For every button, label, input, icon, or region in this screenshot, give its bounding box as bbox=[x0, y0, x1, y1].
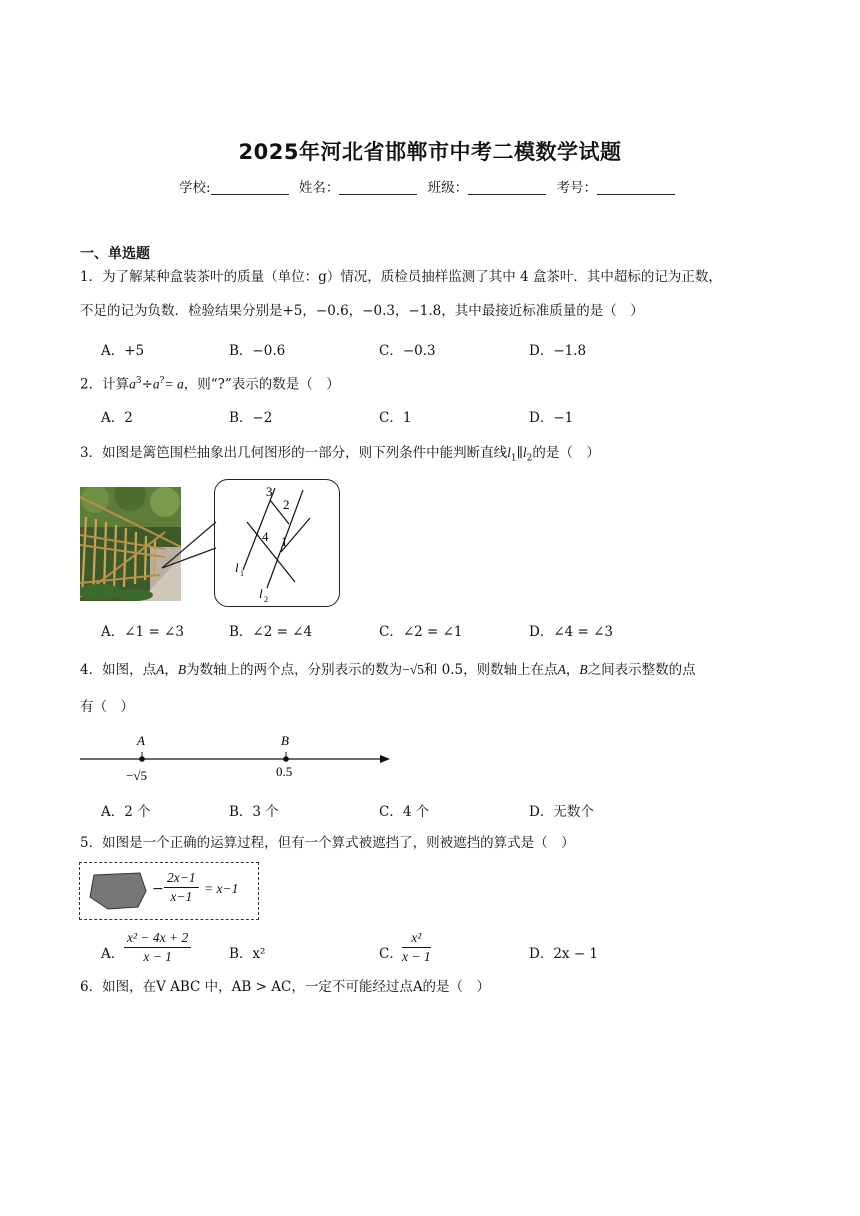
geometry-callout bbox=[214, 479, 340, 607]
q2-stem: 2．计算$a^3\div a^?= a$，则“?”表示的数是（ ） bbox=[80, 376, 340, 393]
line-label-l1-sub: 1 bbox=[240, 569, 244, 578]
box-fraction: $\frac{2x-1}{x-1}$ bbox=[164, 870, 199, 905]
parallel-lines-diagram bbox=[215, 480, 339, 606]
q2-option-b[interactable]: B．−2 bbox=[229, 410, 273, 426]
q4-line2: 有（ ） bbox=[80, 699, 134, 715]
name-blank[interactable] bbox=[339, 180, 417, 195]
arrow-right-icon bbox=[380, 755, 390, 763]
angle-label-3: 3 bbox=[266, 484, 273, 499]
q5-stem: 5．如图是一个正确的运算过程，但有一个算式被遮挡了，则被遮挡的算式是（ ） bbox=[80, 835, 575, 851]
line-label-l2-sub: 2 bbox=[264, 595, 268, 604]
occlusion-blob bbox=[88, 871, 148, 911]
name-label: 姓名： bbox=[298, 180, 340, 196]
q3-option-a[interactable]: A．∠1 = ∠3 bbox=[101, 624, 184, 640]
q5-option-a[interactable]: A． bbox=[101, 946, 125, 962]
student-info-line bbox=[0, 176, 860, 196]
q6-stem: 6．如图，在V ABC 中，AB > AC，一定不可能经过点A的是（ ） bbox=[80, 979, 491, 995]
angle-label-4: 4 bbox=[262, 529, 269, 544]
number-label: 考号： bbox=[556, 180, 597, 196]
point-a-label: A bbox=[137, 733, 145, 748]
class-blank[interactable] bbox=[468, 180, 546, 195]
box-minus-sign: − bbox=[152, 881, 164, 897]
school-blank[interactable] bbox=[211, 180, 289, 195]
q1-option-d[interactable]: D．−1.8 bbox=[529, 343, 587, 359]
q1-option-c[interactable]: C．−0.3 bbox=[379, 343, 436, 359]
section-heading: 一、单选题 bbox=[80, 246, 150, 262]
point-b-value: 0.5 bbox=[276, 764, 293, 779]
q4-option-c[interactable]: C．4 个 bbox=[379, 804, 430, 820]
q4-option-a[interactable]: A．2 个 bbox=[101, 804, 151, 820]
q3-option-c[interactable]: C．∠2 = ∠1 bbox=[379, 624, 463, 640]
q3-stem: 3．如图是篱笆围栏抽象出几何图形的一部分，则下列条件中能判断直线$l_1\parallel l_2$的是（ ） bbox=[80, 445, 600, 464]
q2-option-a[interactable]: A．2 bbox=[101, 410, 133, 426]
q1-option-a[interactable]: A．+5 bbox=[101, 343, 145, 359]
school-label: 学校: bbox=[179, 180, 211, 196]
q5-option-c[interactable]: C． bbox=[379, 946, 403, 962]
number-line bbox=[76, 728, 396, 784]
q3-option-b[interactable]: B．∠2 = ∠4 bbox=[229, 624, 313, 640]
q2-option-d[interactable]: D．−1 bbox=[529, 410, 574, 426]
q1-line2: 不足的记为负数．检验结果分别是+5，−0.6，−0.3，−1.8，其中最接近标准质量的是（ ） bbox=[80, 303, 644, 319]
callout-connector bbox=[160, 520, 218, 580]
q2-option-c[interactable]: C．1 bbox=[379, 410, 412, 426]
point-a-value: −√5 bbox=[126, 768, 147, 783]
angle-label-1: 1 bbox=[281, 534, 288, 549]
number-blank[interactable] bbox=[597, 180, 675, 195]
page-title: 2025年河北省邯郸市中考二模数学试题 bbox=[238, 140, 622, 164]
angle-label-2: 2 bbox=[283, 497, 290, 512]
occluded-expression-box bbox=[79, 862, 259, 920]
q5-option-c-fraction: $\frac{\text{x²}}{x - 1}$ bbox=[402, 930, 431, 964]
box-result: = x−1 bbox=[204, 881, 239, 896]
q1-option-b[interactable]: B．−0.6 bbox=[229, 343, 286, 359]
q3-option-d[interactable]: D．∠4 = ∠3 bbox=[529, 624, 614, 640]
line-label-l2: l bbox=[259, 586, 263, 601]
q5-option-b[interactable]: B．x² bbox=[229, 946, 266, 962]
q5-option-a-fraction: $\frac{\text{x² − 4x + 2}}{x - 1}$ bbox=[124, 930, 191, 965]
q4-option-b[interactable]: B．3 个 bbox=[229, 804, 279, 820]
line-label-l1: l bbox=[235, 560, 239, 575]
class-label: 班级： bbox=[427, 180, 469, 196]
q1-line1: 1．为了解某种盒装茶叶的质量（单位：g）情况，质检员抽样监测了其中 4 盒茶叶．其中超标的记为正数， bbox=[80, 269, 722, 285]
q5-option-d[interactable]: D．2x − 1 bbox=[529, 946, 599, 962]
q4-line1: 4．如图，点A，B为数轴上的两个点，分别表示的数为−√5和 0.5，则数轴上在点A，B之间表示整数的点 bbox=[80, 662, 696, 678]
q4-option-d[interactable]: D．无数个 bbox=[529, 804, 594, 820]
point-b-label: B bbox=[281, 733, 289, 748]
